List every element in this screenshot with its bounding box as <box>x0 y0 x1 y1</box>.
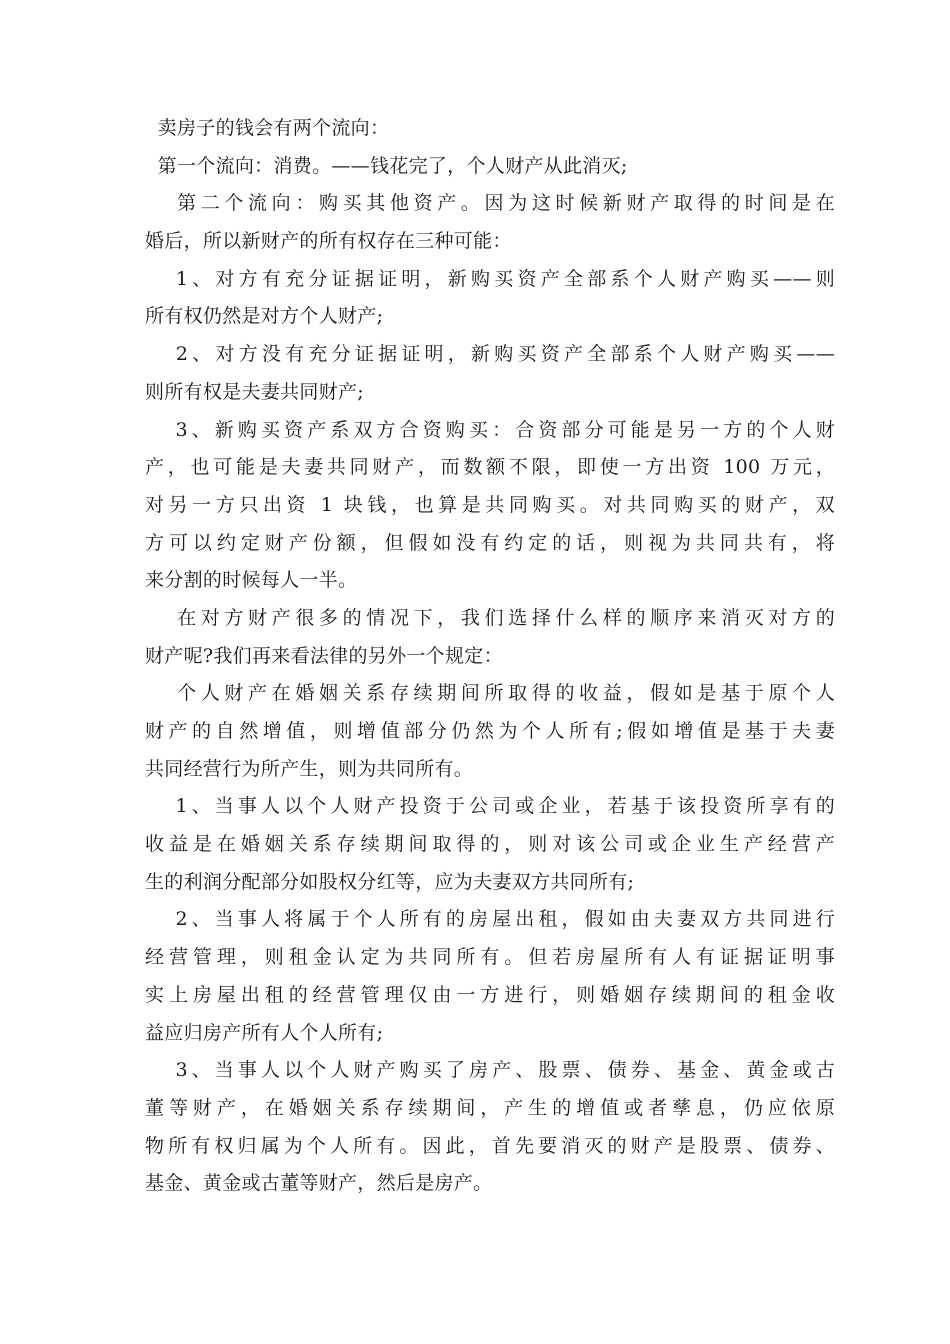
text-line: 实上房屋出租的经营管理仅由一方进行，则婚姻存续期间的租金收 <box>145 983 835 1006</box>
text-line: 2、当事人将属于个人所有的房屋出租，假如由夫妻双方共同进行 <box>145 908 835 931</box>
text-line: 来分割的时候每人一半。 <box>145 569 358 592</box>
text-line: 基金、黄金或古董等财产，然后是房产。 <box>145 1172 493 1195</box>
text-line: 收益是在婚姻关系存续期间取得的，则对该公司或企业生产经营产 <box>145 833 835 856</box>
text-line: 3、新购买资产系双方合资购买：合资部分可能是另一方的个人财 <box>145 418 835 441</box>
text-line: 卖房子的钱会有两个流向： <box>145 117 390 139</box>
text-line: 3、当事人以个人财产购买了房产、股票、债券、基金、黄金或古 <box>145 1059 835 1082</box>
text-line: 个人财产在婚姻关系存续期间所取得的收益，假如是基于原个人 <box>145 682 835 705</box>
text-line: 共同经营行为所产生，则为共同所有。 <box>145 757 474 780</box>
text-line: 产，也可能是夫妻共同财产，而数额不限，即使一方出资 100 万元， <box>145 456 835 479</box>
text-line: 1、当事人以个人财产投资于公司或企业，若基于该投资所享有的 <box>145 795 835 818</box>
text-line: 在对方财产很多的情况下，我们选择什么样的顺序来消灭对方的 <box>145 606 835 629</box>
text-line: 所有权仍然是对方个人财产; <box>145 305 384 328</box>
text-line: 生的利润分配部分如股权分红等，应为夫妻双方共同所有; <box>145 870 635 893</box>
text-line: 第一个流向：消费。——钱花完了，个人财产从此消灭; <box>145 154 628 177</box>
text-line: 1、对方有充分证据证明，新购买资产全部系个人财产购买——则 <box>145 267 835 290</box>
text-line: 2、对方没有充分证据证明，新购买资产全部系个人财产购买—— <box>145 343 835 366</box>
text-line: 经营管理，则租金认定为共同所有。但若房屋所有人有证据证明事 <box>145 946 835 969</box>
text-line: 第二个流向：购买其他资产。因为这时候新财产取得的时间是在 <box>145 192 835 215</box>
text-line: 益应归房产所有人个人所有; <box>145 1021 384 1044</box>
text-line: 方可以约定财产份额，但假如没有约定的话，则视为共同共有，将 <box>145 531 835 554</box>
text-line: 婚后，所以新财产的所有权存在三种可能： <box>145 230 512 253</box>
text-line: 对另一方只出资 1 块钱，也算是共同购买。对共同购买的财产，双 <box>145 493 835 516</box>
text-line: 物所有权归属为个人所有。因此，首先要消灭的财产是股票、债券、 <box>145 1134 835 1157</box>
text-line: 财产呢?我们再来看法律的另外一个规定： <box>145 644 503 667</box>
text-line: 董等财产，在婚姻关系存续期间，产生的增值或者孳息，仍应依原 <box>145 1096 835 1119</box>
text-line: 则所有权是夫妻共同财产; <box>145 380 365 403</box>
text-line: 财产的自然增值，则增值部分仍然为个人所有;假如增值是基于夫妻 <box>145 720 835 742</box>
document-body <box>145 110 835 1203</box>
